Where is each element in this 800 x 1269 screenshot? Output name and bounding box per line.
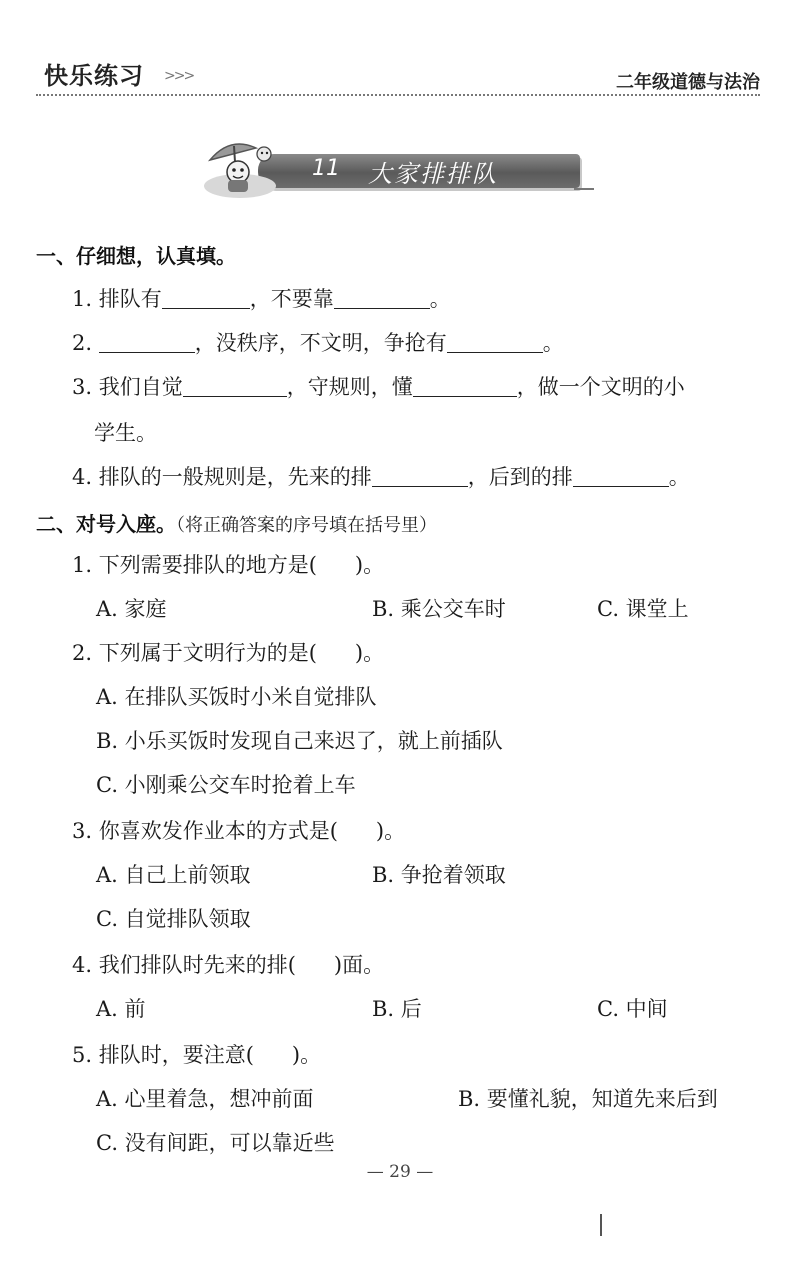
fill-item-text: ，守规则，懂	[286, 375, 413, 399]
section2-note: （将正确答案的序号填在括号里）	[176, 515, 437, 536]
option-a: A. 在排队买饭时小米自觉排队	[96, 685, 377, 709]
question-1	[72, 550, 384, 580]
edge-mark	[600, 1214, 602, 1236]
subject-label: 二年级道德与法治	[616, 72, 760, 93]
question-text: )。	[354, 553, 385, 577]
fill-item-3-cont: 学生。	[94, 421, 157, 445]
option-a: A. 家庭	[96, 597, 167, 621]
option-c: C. 自觉排队领取	[96, 907, 251, 931]
fill-item-4	[72, 462, 690, 492]
answer-blank[interactable]	[447, 328, 543, 353]
fill-item-text: 2.	[72, 331, 93, 355]
section2-heading: 二、对号入座。	[36, 512, 176, 536]
question-text: 4. 我们排队时先来的排(	[72, 953, 296, 977]
question-3	[72, 816, 405, 846]
option-b: B. 小乐买饭时发现自己来迟了，就上前插队	[96, 729, 503, 753]
fill-item-text: ，后到的排	[467, 465, 573, 489]
brand-title: 快乐练习	[44, 62, 144, 90]
page-number: — 29 —	[366, 1162, 434, 1182]
option-b: B. 乘公交车时	[372, 597, 506, 621]
mascot-umbrella-icon	[200, 134, 290, 202]
fill-item-text: 。	[542, 331, 564, 355]
answer-blank[interactable]	[183, 372, 287, 397]
option-c: C. 中间	[597, 997, 668, 1021]
question-text: )。	[354, 641, 385, 665]
lesson-banner	[200, 134, 592, 204]
option-b: B. 争抢着领取	[372, 863, 506, 887]
question-text: )。	[291, 1043, 322, 1067]
answer-blank[interactable]	[413, 372, 517, 397]
fill-item-text: 。	[668, 465, 690, 489]
question-2	[72, 638, 384, 668]
option-b: B. 后	[372, 997, 422, 1021]
answer-blank[interactable]	[99, 328, 195, 353]
answer-blank[interactable]	[334, 284, 430, 309]
option-c: C. 没有间距，可以靠近些	[96, 1131, 335, 1155]
section1-title: 一、仔细想，认真填。	[36, 244, 236, 268]
fill-item-text: 1. 排队有	[72, 287, 162, 311]
option-a: A. 自己上前领取	[96, 863, 251, 887]
question-text: 2. 下列属于文明行为的是(	[72, 641, 317, 665]
option-a: A. 心里着急，想冲前面	[96, 1087, 314, 1111]
fill-item-text: 3. 我们自觉	[72, 375, 183, 399]
fill-item-1	[72, 284, 451, 314]
page-header	[36, 52, 760, 96]
fill-item-text: ，不要靠	[249, 287, 334, 311]
question-text: 1. 下列需要排队的地方是(	[72, 553, 317, 577]
option-c: C. 课堂上	[597, 597, 689, 621]
answer-blank[interactable]	[372, 462, 468, 487]
answer-blank[interactable]	[162, 284, 250, 309]
section2-title	[36, 508, 437, 537]
option-a: A. 前	[96, 997, 146, 1021]
lesson-number: 11	[312, 156, 340, 181]
option-b: B. 要懂礼貌，知道先来后到	[458, 1087, 718, 1111]
chevrons-icon: >>>	[164, 68, 194, 84]
fill-item-3	[72, 372, 685, 402]
fill-item-text: ，做一个文明的小	[516, 375, 685, 399]
question-text: 3. 你喜欢发作业本的方式是(	[72, 819, 338, 843]
question-text: )。	[375, 819, 406, 843]
fill-item-2	[72, 328, 564, 358]
answer-blank[interactable]	[573, 462, 669, 487]
question-5	[72, 1040, 321, 1070]
fill-item-text: 。	[429, 287, 451, 311]
question-4	[72, 950, 384, 980]
lesson-title: 大家排排队	[368, 160, 498, 188]
fill-item-text: 4. 排队的一般规则是，先来的排	[72, 465, 372, 489]
fill-item-text: ，没秩序，不文明，争抢有	[194, 331, 447, 355]
question-text: 5. 排队时，要注意(	[72, 1043, 254, 1067]
option-c: C. 小刚乘公交车时抢着上车	[96, 773, 356, 797]
question-text: )面。	[333, 953, 385, 977]
